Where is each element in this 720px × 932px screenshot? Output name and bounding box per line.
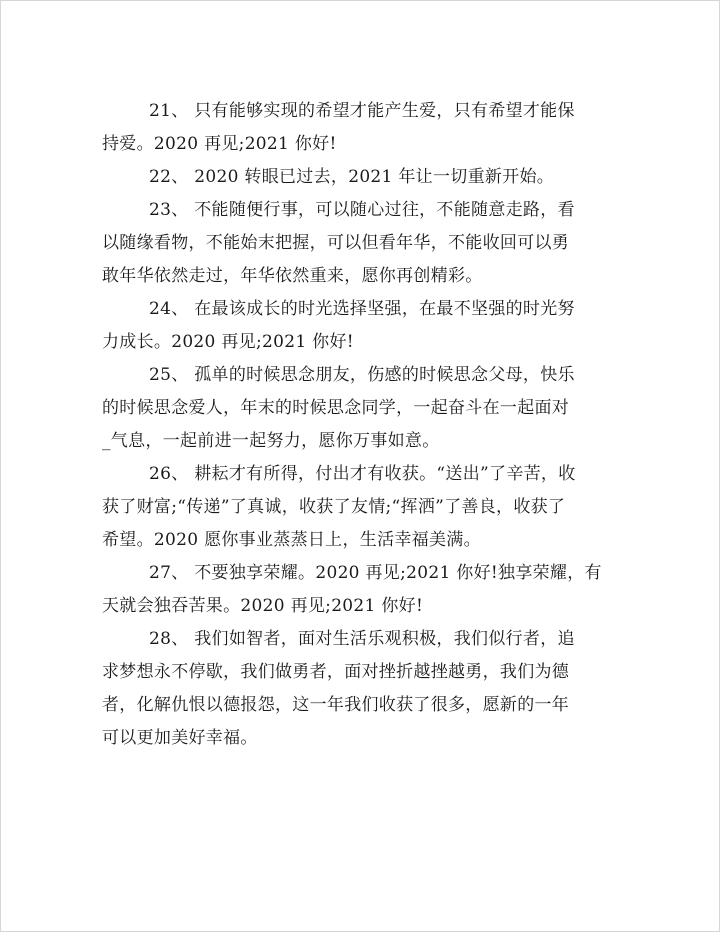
paragraph-26 bbox=[102, 458, 617, 557]
paragraph-line: 24、 在最该成长的时光选择坚强，在最不坚强的时光努 bbox=[149, 299, 575, 319]
document-body bbox=[102, 95, 617, 755]
paragraph-line: 者，化解仇恨以德报怨，这一年我们收获了很多，愿新的一年 bbox=[102, 695, 570, 715]
paragraph-line: 力成长。2020 再见;2021 你好! bbox=[102, 332, 354, 352]
paragraph-line: 27、 不要独享荣耀。2020 再见;2021 你好!独享荣耀，有 bbox=[149, 563, 602, 583]
paragraph-line: 的时候思念爱人，年末的时候思念同学，一起奋斗在一起面对 bbox=[102, 398, 570, 418]
paragraph-28 bbox=[102, 623, 617, 755]
paragraph-line: 21、 只有能够实现的希望才能产生爱，只有希望才能保 bbox=[149, 101, 575, 121]
paragraph-line: 25、 孤单的时候思念朋友，伤感的时候思念父母，快乐 bbox=[149, 365, 575, 385]
paragraph-22 bbox=[147, 161, 617, 194]
paragraph-21 bbox=[102, 95, 617, 161]
paragraph-27 bbox=[102, 557, 617, 623]
paragraph-line: 天就会独吞苦果。2020 再见;2021 你好! bbox=[102, 596, 424, 616]
paragraph-line: 22、 2020 转眼已过去，2021 年让一切重新开始。 bbox=[149, 167, 555, 187]
paragraph-23 bbox=[102, 194, 617, 293]
paragraph-line: 求梦想永不停歇，我们做勇者，面对挫折越挫越勇，我们为德 bbox=[102, 662, 570, 682]
paragraph-line: 以随缘看物，不能始末把握，可以但看年华，不能收回可以勇 bbox=[102, 233, 570, 253]
paragraph-line: 28、 我们如智者，面对生活乐观积极，我们似行者，追 bbox=[149, 629, 575, 649]
paragraph-line: 23、 不能随便行事，可以随心过往，不能随意走路，看 bbox=[149, 200, 575, 220]
paragraph-line: 获了财富;“传递”了真诚，收获了友情;“挥洒”了善良，收获了 bbox=[102, 497, 566, 517]
paragraph-line: 希望。2020 愿你事业蒸蒸日上，生活幸福美满。 bbox=[102, 530, 481, 550]
paragraph-line: 26、 耕耘才有所得，付出才有收获。“送出”了辛苦，收 bbox=[149, 464, 576, 484]
paragraph-line: _气息，一起前进一起努力，愿你万事如意。 bbox=[102, 431, 440, 451]
paragraph-line: 可以更加美好幸福。 bbox=[102, 728, 258, 748]
paragraph-line: 持爱。2020 再见;2021 你好! bbox=[102, 134, 337, 154]
paragraph-25 bbox=[102, 359, 617, 458]
paragraph-24 bbox=[102, 293, 617, 359]
paragraph-line: 敢年华依然走过，年华依然重来，愿你再创精彩。 bbox=[102, 266, 483, 286]
